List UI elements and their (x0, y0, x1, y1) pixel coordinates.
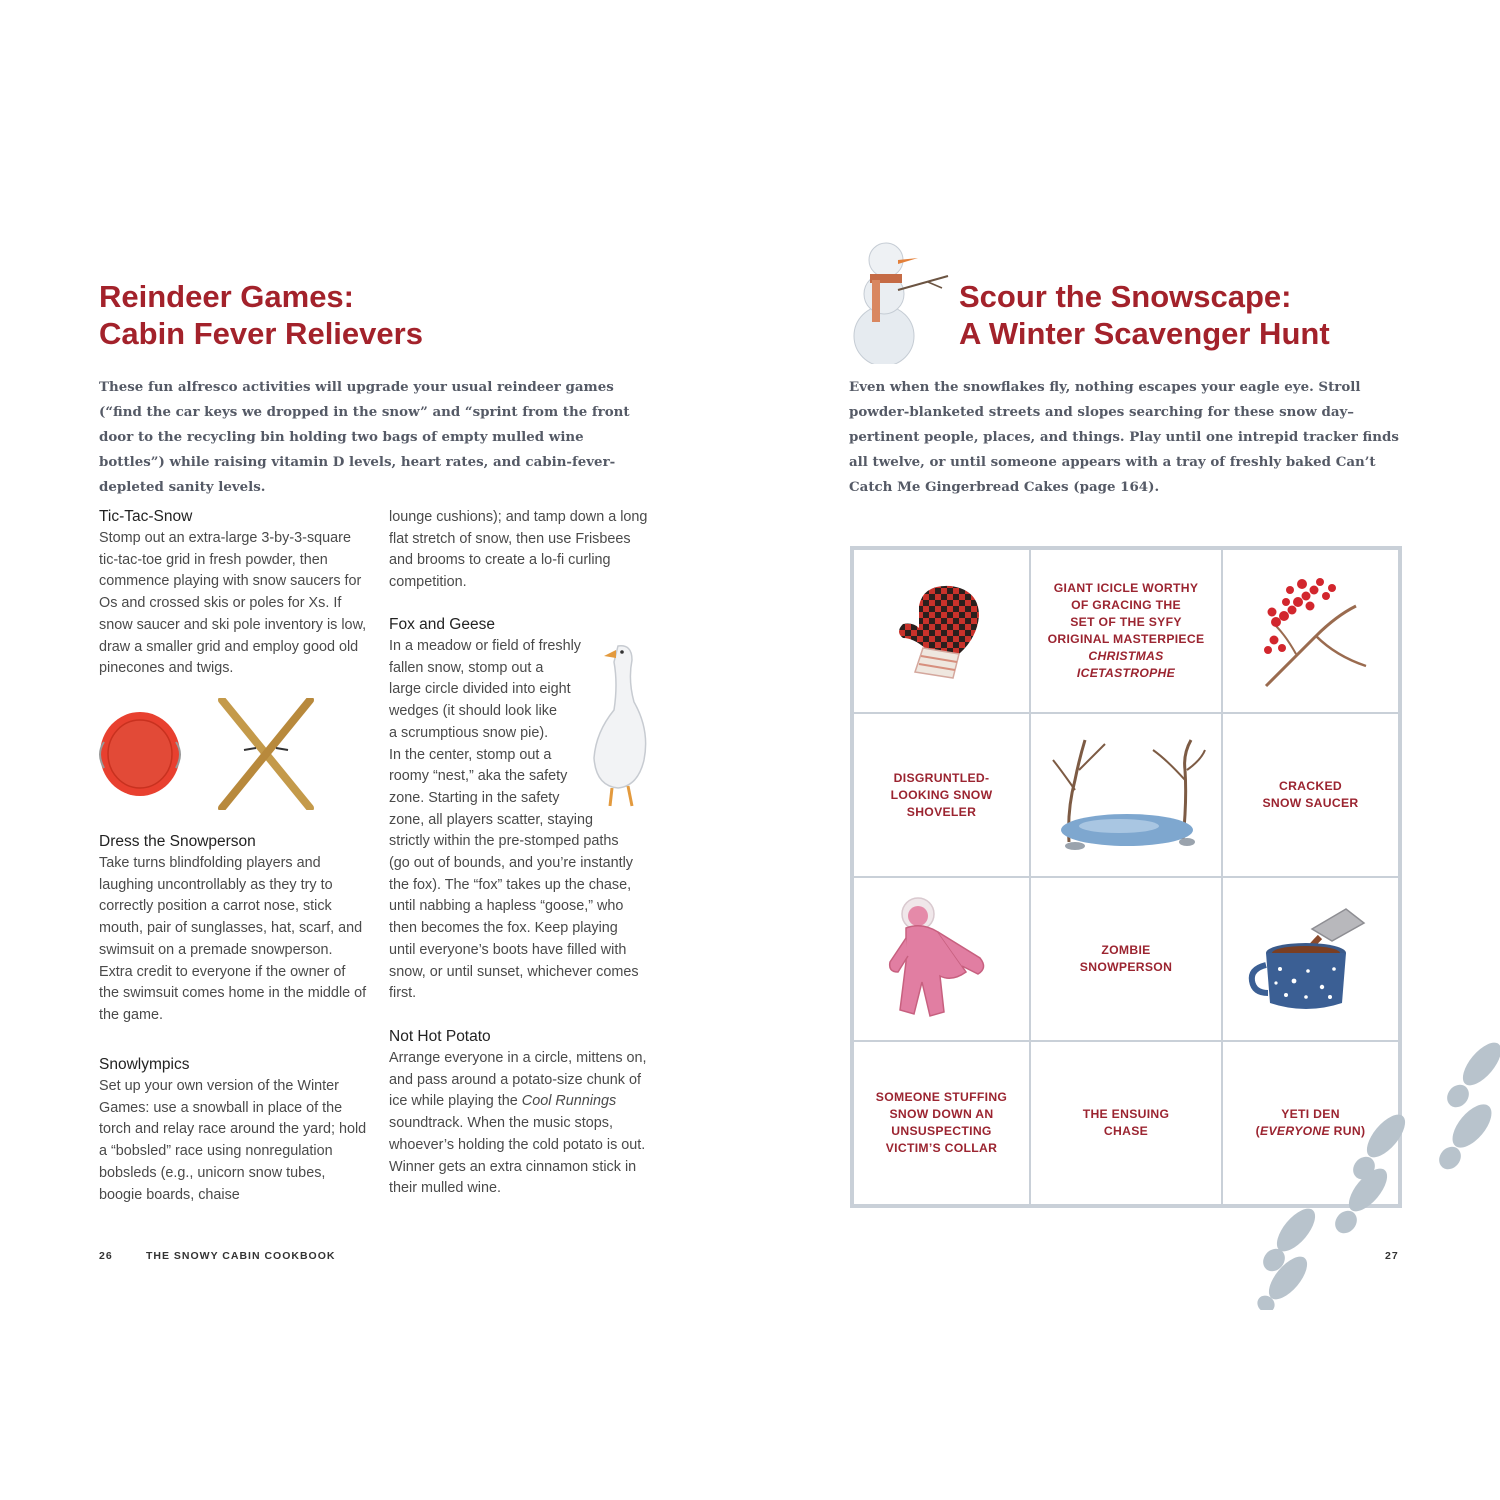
left-title-line1: Reindeer Games: (99, 279, 354, 314)
grid-cell-berries (1222, 549, 1399, 713)
shoveler-label (891, 770, 993, 821)
fox-geese-line: In the center, stomp out a (389, 746, 552, 763)
fox-geese-line: zone. Starting in the safety (389, 789, 560, 806)
giant-icicle-italic: ICETASTROPHE (1076, 666, 1176, 680)
zombie-label (1080, 942, 1172, 976)
left-page-number: 26 (99, 1250, 113, 1262)
not-hot-potato-text-b: soundtrack. When the music stops, whoever’s holding the cold potato is out. Winner gets an extra cinnamon stick in their mulled wine. (389, 1115, 646, 1197)
grid-cell-pond (1030, 713, 1222, 877)
fox-geese-line: roomy “nest,” aka the safety (389, 768, 568, 785)
giant-icicle-line: OF GRACING THE (1071, 598, 1181, 612)
collar-label (876, 1089, 1007, 1157)
yeti-tail: RUN) (1329, 1124, 1366, 1138)
right-title-line1: Scour the Snowscape: (959, 279, 1292, 314)
not-hot-potato-heading: Not Hot Potato (389, 1028, 491, 1045)
snowlympics-block (99, 1054, 367, 1206)
dress-snowperson-body: Take turns blindfolding players and laughing uncontrollably as they try to correctly position a carrot nose, stick mouth, pair of sunglasses, hat, scarf, and swimsuit on a premade snowperson. Extra credit to everyone if the owner of the swimsuit comes home in the middle of the game. (99, 855, 367, 1023)
chase-label (1083, 1106, 1170, 1140)
snowman-icon (842, 236, 954, 364)
fox-geese-line: snow, or until sunset, whichever comes (389, 963, 639, 980)
chase-line: THE ENSUING (1082, 1107, 1170, 1121)
snowlympics-body-cont: lounge cushions); and tamp down a long flat stretch of snow, then use Frisbees and brooms to create a lo-fi curling competition. (389, 509, 648, 591)
fox-geese-line: the fox). The “fox” takes up the chase, (389, 876, 632, 893)
zombie-line: ZOMBIE (1101, 943, 1151, 957)
shoveler-line: LOOKING SNOW (890, 787, 993, 802)
not-hot-potato-text-a: Arrange everyone in a circle, mittens on, and pass around a potato-size chunk of ice while playing the (389, 1050, 647, 1110)
collar-line: SOMEONE STUFFING (875, 1090, 1008, 1104)
shoveler-line: SHOVELER (906, 804, 977, 819)
not-hot-potato-block (389, 1026, 651, 1200)
zombie-line: SNOWPERSON (1079, 960, 1173, 974)
giant-icicle-line: GIANT ICICLE WORTHY (1053, 581, 1199, 595)
goose-icon (588, 640, 654, 812)
tic-tac-snow-heading: Tic-Tac-Snow (99, 508, 193, 525)
not-hot-potato-body (389, 1048, 651, 1200)
giant-icicle-italic-line (1048, 648, 1205, 665)
right-intro: Even when the snowflakes fly, nothing escapes your eagle eye. Stroll powder-blanketed streets and slopes searching for these snow day–pertinent people, places, and things. Play until one intrepid tracker finds all twelve, or until someone appears with a tray of freshly baked Can’t Catch Me Gingerbread Cakes (page 164). (849, 379, 1399, 495)
yeti-line-2: (EVERYONE RUN) (1255, 1124, 1366, 1138)
crossed-skis-icon (214, 698, 318, 810)
fox-geese-line: first. (389, 985, 417, 1002)
fox-geese-line: a scrumptious snow pie). (389, 724, 549, 741)
not-hot-potato-italic: Cool Runnings (521, 1093, 617, 1110)
giant-icicle-line: ORIGINAL MASTERPIECE (1047, 632, 1205, 646)
running-title: THE SNOWY CABIN COOKBOOK (146, 1250, 336, 1262)
fox-geese-line: zone, all players scatter, staying (389, 811, 593, 828)
right-page-number: 27 (1385, 1250, 1399, 1262)
fox-geese-heading: Fox and Geese (389, 616, 495, 633)
fox-geese-line: strictly within the pre-stomped paths (389, 833, 619, 850)
left-title-line2: Cabin Fever Relievers (99, 316, 423, 351)
dress-snowperson-block (99, 831, 367, 1027)
grid-cell-mitten (853, 549, 1030, 713)
enamel-mug-icon (1246, 899, 1376, 1019)
giant-icicle-label (1048, 580, 1205, 682)
grid-cell-cracked-saucer (1222, 713, 1399, 877)
red-berry-branch-icon (1246, 566, 1376, 696)
frozen-pond-icon (1045, 730, 1207, 860)
left-column-1 (99, 506, 367, 680)
giant-icicle-line: SET OF THE SYFY (1070, 615, 1182, 629)
collar-line: SNOW DOWN AN (889, 1107, 994, 1121)
collar-line: VICTIM’S COLLAR (885, 1141, 998, 1155)
yeti-line: YETI DEN (1281, 1107, 1340, 1121)
shoveler-line: DISGRUNTLED- (893, 770, 990, 785)
cracked-saucer-line: SNOW SAUCER (1262, 796, 1359, 810)
giant-icicle-italic-line (1048, 665, 1205, 682)
grid-cell-snowsuit (853, 877, 1030, 1041)
fox-geese-line: wedges (it should look like (389, 703, 557, 720)
snowlympics-heading: Snowlympics (99, 1056, 190, 1073)
left-intro: These fun alfresco activities will upgrade your usual reindeer games (“find the car keys we dropped in the snow” and “sprint from the front door to the recycling bin holding two bags of empty mulled wine bottles”) while raising vitamin D levels, heart rates, and cabin-fever-depleted sanity levels. (99, 379, 630, 495)
fox-geese-line: until nabbing a hapless “goose,” who (389, 898, 624, 915)
plaid-mitten-icon (887, 576, 997, 686)
footprints-icon (1240, 1040, 1500, 1310)
grid-cell-zombie (1030, 877, 1222, 1041)
giant-icicle-italic: CHRISTMAS (1088, 649, 1164, 663)
tic-tac-snow-body: Stomp out an extra-large 3-by-3-square tic-tac-toe grid in fresh powder, then commence playing with snow saucers for Os and crossed skis or poles for Xs. If snow saucer and ski pole inventory is low, draw a smaller grid and employ good old pinecones and twigs. (99, 530, 367, 677)
right-title-line2: A Winter Scavenger Hunt (959, 316, 1330, 351)
left-page-title (99, 278, 423, 352)
grid-cell-collar (853, 1041, 1030, 1205)
grid-cell-shoveler (853, 713, 1030, 877)
snowlympics-body: Set up your own version of the Winter Games: use a snowball in place of the torch and relay race around the yard; hold a “bobsled” race using nonregulation bobsleds (e.g., unicorn snow tubes, boogie boards, chaise (99, 1078, 367, 1203)
fox-geese-line: until everyone’s boots have filled with (389, 941, 627, 958)
fox-geese-line: In a meadow or field of freshly (389, 638, 581, 654)
cracked-saucer-label (1262, 778, 1358, 812)
grid-cell-giant-icicle (1030, 549, 1222, 713)
dress-snowperson-heading: Dress the Snowperson (99, 833, 256, 850)
pink-snowsuit-icon (882, 892, 1002, 1026)
fox-geese-line: (go out of bounds, and you’re instantly (389, 855, 634, 872)
yeti-italic: EVERYONE (1260, 1124, 1330, 1138)
grid-cell-mug (1222, 877, 1399, 1041)
snowlympics-continued (389, 507, 651, 594)
fox-geese-line: large circle divided into eight (389, 681, 571, 698)
fox-geese-line: then becomes the fox. Keep playing (389, 920, 618, 937)
grid-cell-chase (1030, 1041, 1222, 1205)
right-page-title (959, 278, 1330, 352)
collar-line: UNSUSPECTING (891, 1124, 992, 1138)
chase-line: CHASE (1103, 1124, 1149, 1138)
fox-geese-line: fallen snow, stomp out a (389, 659, 544, 676)
cracked-saucer-line: CRACKED (1278, 779, 1343, 793)
